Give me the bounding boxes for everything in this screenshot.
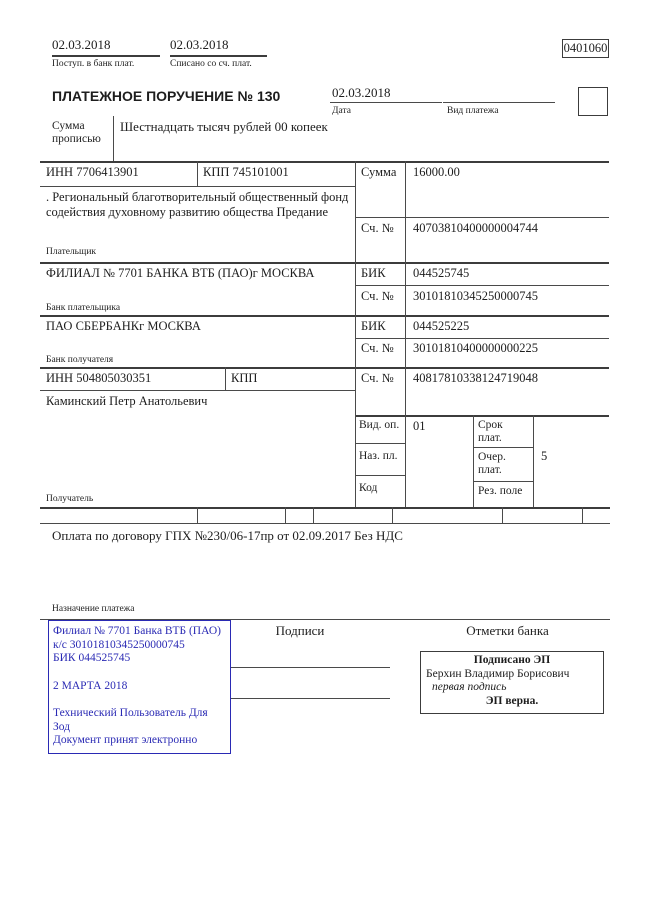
payee-bank-name: ПАО СБЕРБАНКг МОСКВА <box>46 319 201 333</box>
table-line <box>40 390 355 391</box>
table-line <box>40 507 610 509</box>
payee-bank-bik: 044525225 <box>413 319 470 333</box>
payer-account: 40703810400000004744 <box>413 221 538 235</box>
divider-line <box>52 55 160 57</box>
payer-label: Плательщик <box>46 247 97 257</box>
stamp-user: Технический Пользователь Для Зод <box>53 707 208 733</box>
divider-line <box>170 55 267 57</box>
debited-date: 02.03.2018 <box>170 37 229 52</box>
received-label: Поступ. в банк плат. <box>52 59 135 69</box>
stamp-date: 2 МАРТА 2018 <box>53 679 128 692</box>
order-value: 5 <box>541 449 548 463</box>
bank-marks-label: Отметки банка <box>466 623 549 638</box>
table-line <box>355 475 405 476</box>
table-line <box>502 507 503 523</box>
payment-purpose-label: Назначение платежа <box>52 604 135 614</box>
bank-marks-box <box>420 651 604 714</box>
op-type-label: Вид. оп. <box>359 419 400 431</box>
stamp-corr-account: к/с 30101810345250000745 <box>53 638 185 651</box>
payee-account: 40817810338124719048 <box>413 371 538 385</box>
payee-bank-label: Банк получателя <box>46 355 114 365</box>
payee-name: Каминский Петр Анатольевич <box>46 394 208 408</box>
table-line <box>355 217 609 218</box>
table-line <box>533 415 534 507</box>
payee-bank-account-label: Сч. № <box>361 341 394 355</box>
table-line <box>473 447 534 448</box>
signature-line <box>231 698 390 699</box>
payer-name: . Региональный благотворительный общественный фонд содействия духовному развитию общества Предание <box>46 190 349 219</box>
payee-bank-bik-label: БИК <box>361 319 386 333</box>
reserve-label: Рез. поле <box>478 485 523 497</box>
bank-stamp-blue <box>48 620 231 754</box>
signer-name: Берхин Владимир Борисович <box>426 667 570 680</box>
payer-inn: ИНН 7706413901 <box>46 165 139 179</box>
amount-words-value: Шестнадцать тысяч рублей 00 копеек <box>120 119 328 134</box>
table-line <box>355 443 405 444</box>
table-line <box>40 262 609 264</box>
amount-value: 16000.00 <box>413 165 460 179</box>
order-label: Очер. плат. <box>478 451 506 477</box>
divider-line <box>330 102 442 103</box>
payee-kpp-label: КПП <box>231 371 258 385</box>
payer-bank-bik: 044525745 <box>413 266 470 280</box>
payer-account-label: Сч. № <box>361 221 394 235</box>
table-line <box>40 367 609 369</box>
amount-label: Сумма <box>361 165 397 179</box>
payer-bank-bik-label: БИК <box>361 266 386 280</box>
code-label: Код <box>359 482 378 494</box>
signatures-label: Подписи <box>275 623 325 638</box>
debited-label: Списано со сч. плат. <box>170 59 252 69</box>
stamp-bik: БИК 044525745 <box>53 652 131 664</box>
table-line <box>355 338 609 339</box>
table-line <box>355 285 609 286</box>
page-title: ПЛАТЕЖНОЕ ПОРУЧЕНИЕ № 130 <box>52 88 281 104</box>
payer-kpp: КПП 745101001 <box>203 165 289 179</box>
payee-label: Получатель <box>46 494 94 504</box>
table-line <box>313 507 314 523</box>
signed-ep-title: Подписано ЭП <box>473 654 551 666</box>
table-line <box>197 161 198 186</box>
table-line <box>582 507 583 523</box>
pay-purpose-label: Наз. пл. <box>359 450 398 462</box>
payment-purpose-text: Оплата по договору ГПХ №230/06-17пр от 02.09.2017 Без НДС <box>52 528 403 543</box>
empty-checkbox <box>578 87 608 116</box>
table-line <box>40 315 609 317</box>
payer-bank-account: 30101810345250000745 <box>413 289 538 303</box>
form-code-box: 0401060 <box>562 39 609 58</box>
table-line <box>40 523 610 524</box>
ep-verified: ЭП верна. <box>485 694 539 707</box>
table-line <box>392 507 393 523</box>
document-date: 02.03.2018 <box>332 85 391 100</box>
table-line <box>225 367 226 390</box>
table-line <box>405 161 406 507</box>
stamp-accepted: Документ принят электронно <box>53 734 198 746</box>
table-line <box>40 186 355 187</box>
payee-account-label: Сч. № <box>361 371 394 385</box>
divider-line <box>113 116 114 161</box>
payment-type-label: Вид платежа <box>447 106 499 116</box>
term-label: Срок плат. <box>478 419 503 445</box>
table-line <box>355 161 356 507</box>
signature-kind: первая подпись <box>432 681 507 693</box>
divider-line <box>443 102 555 103</box>
table-line <box>473 481 534 482</box>
payee-inn: ИНН 504805030351 <box>46 371 152 385</box>
payer-bank-name: ФИЛИАЛ № 7701 БАНКА ВТБ (ПАО)г МОСКВА <box>46 266 315 280</box>
table-line <box>197 507 198 523</box>
stamp-bank-name: Филиал № 7701 Банка ВТБ (ПАО) <box>53 625 221 637</box>
signature-line <box>231 667 390 668</box>
table-line <box>285 507 286 523</box>
received-date: 02.03.2018 <box>52 37 111 52</box>
payee-bank-account: 30101810400000000225 <box>413 341 538 355</box>
table-line <box>40 161 609 163</box>
table-line <box>355 415 609 417</box>
payer-bank-account-label: Сч. № <box>361 289 394 303</box>
op-type-value: 01 <box>413 419 426 433</box>
amount-words-label: Сумма прописью <box>52 120 101 146</box>
table-line <box>473 415 474 507</box>
date-label: Дата <box>332 106 351 116</box>
payer-bank-label: Банк плательщика <box>46 303 121 313</box>
